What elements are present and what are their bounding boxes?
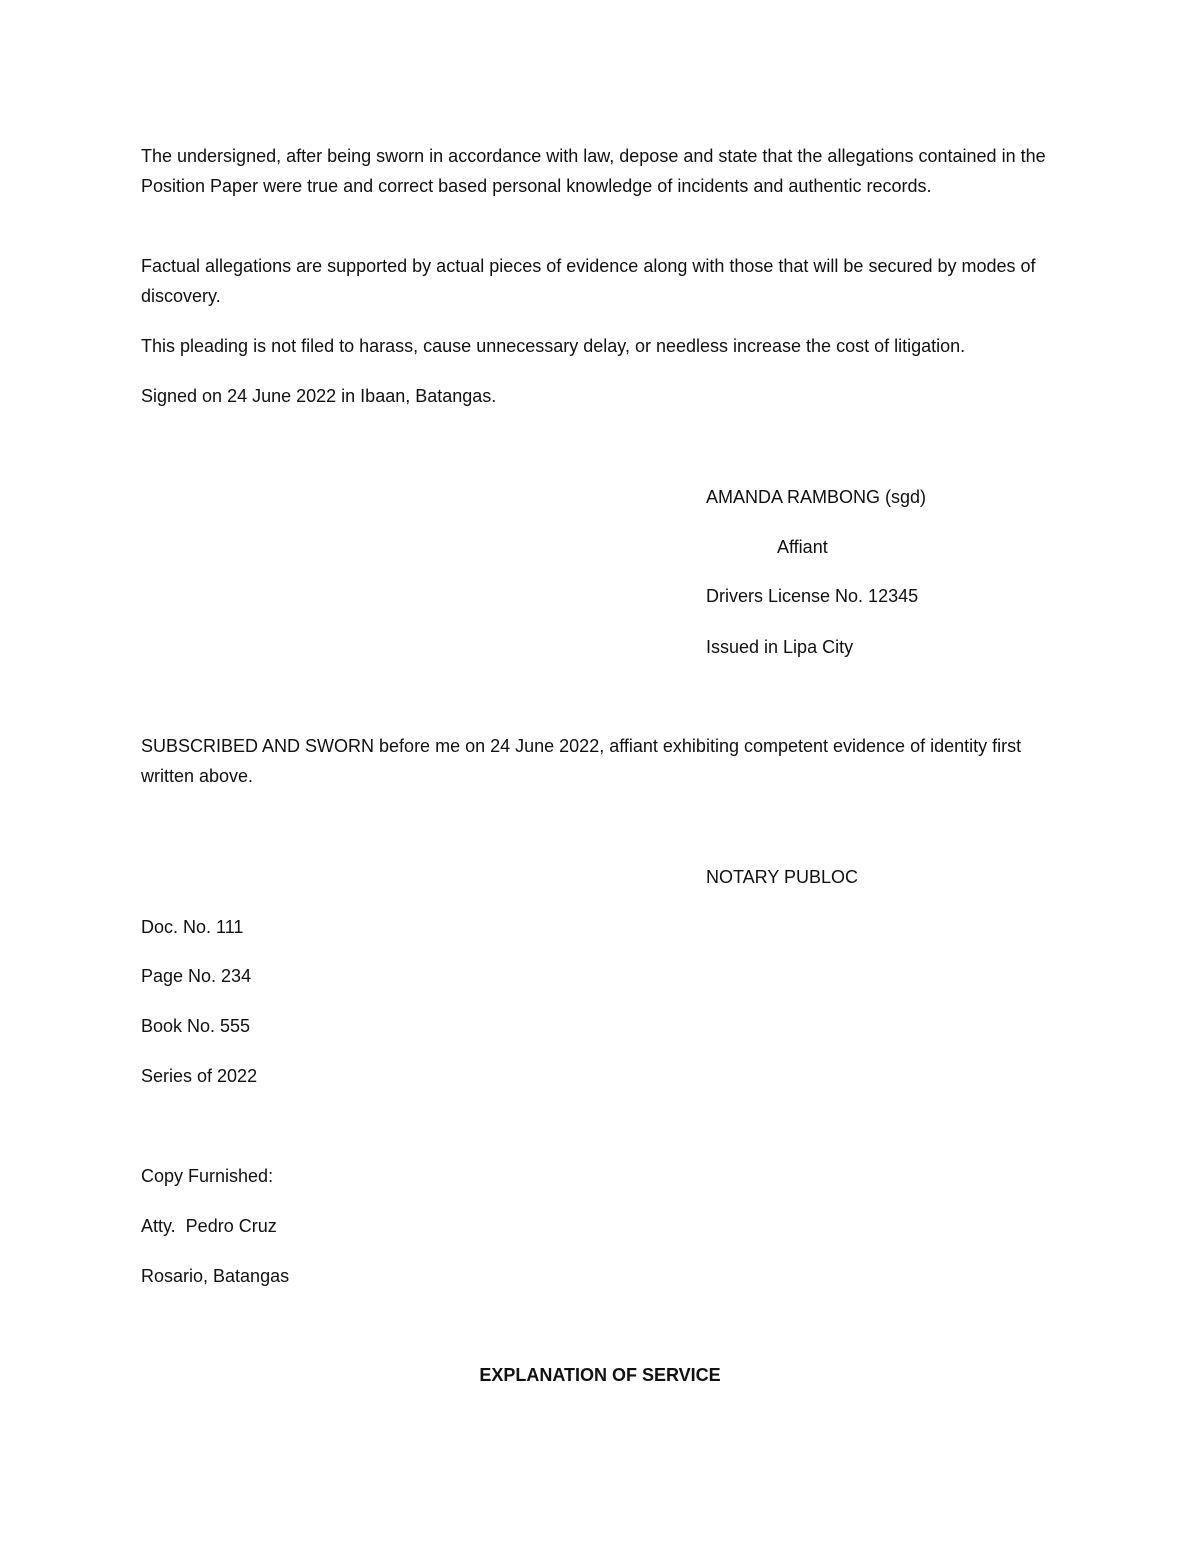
- page-number: Page No. 234: [141, 966, 252, 986]
- jurat-text: SUBSCRIBED AND SWORN before me on 24 June 2022, affiant exhibiting competent evidence of identity first written above.: [141, 736, 1022, 786]
- series-year: Series of 2022: [141, 1066, 258, 1086]
- drivers-license: Drivers License No. 12345: [706, 586, 919, 606]
- copy-furnished-label: Copy Furnished:: [141, 1166, 274, 1186]
- copy-recipient-address: Rosario, Batangas: [141, 1266, 290, 1286]
- verification-paragraph-3: This pleading is not filed to harass, cause unnecessary delay, or needless increase the cost of litigation.: [141, 336, 966, 356]
- book-number: Book No. 555: [141, 1016, 251, 1036]
- section-title: EXPLANATION OF SERVICE: [479, 1365, 721, 1385]
- affiant-label: Affiant: [777, 537, 828, 557]
- verification-paragraph-2: Factual allegations are supported by actual pieces of evidence along with those that will be secured by modes of discovery.: [141, 256, 1036, 306]
- verification-paragraph-1: The undersigned, after being sworn in accordance with law, depose and state that the allegations contained in the Position Paper were true and correct based personal knowledge of incidents and authentic records.: [141, 146, 1046, 196]
- doc-number: Doc. No. 111: [141, 917, 244, 937]
- signed-date-place: Signed on 24 June 2022 in Ibaan, Batangas.: [141, 386, 497, 406]
- notary-public-label: NOTARY PUBLOC: [706, 867, 859, 887]
- copy-recipient: Atty. Pedro Cruz: [141, 1216, 277, 1236]
- license-issued-place: Issued in Lipa City: [706, 637, 854, 657]
- affiant-name: AMANDA RAMBONG (sgd): [706, 487, 927, 507]
